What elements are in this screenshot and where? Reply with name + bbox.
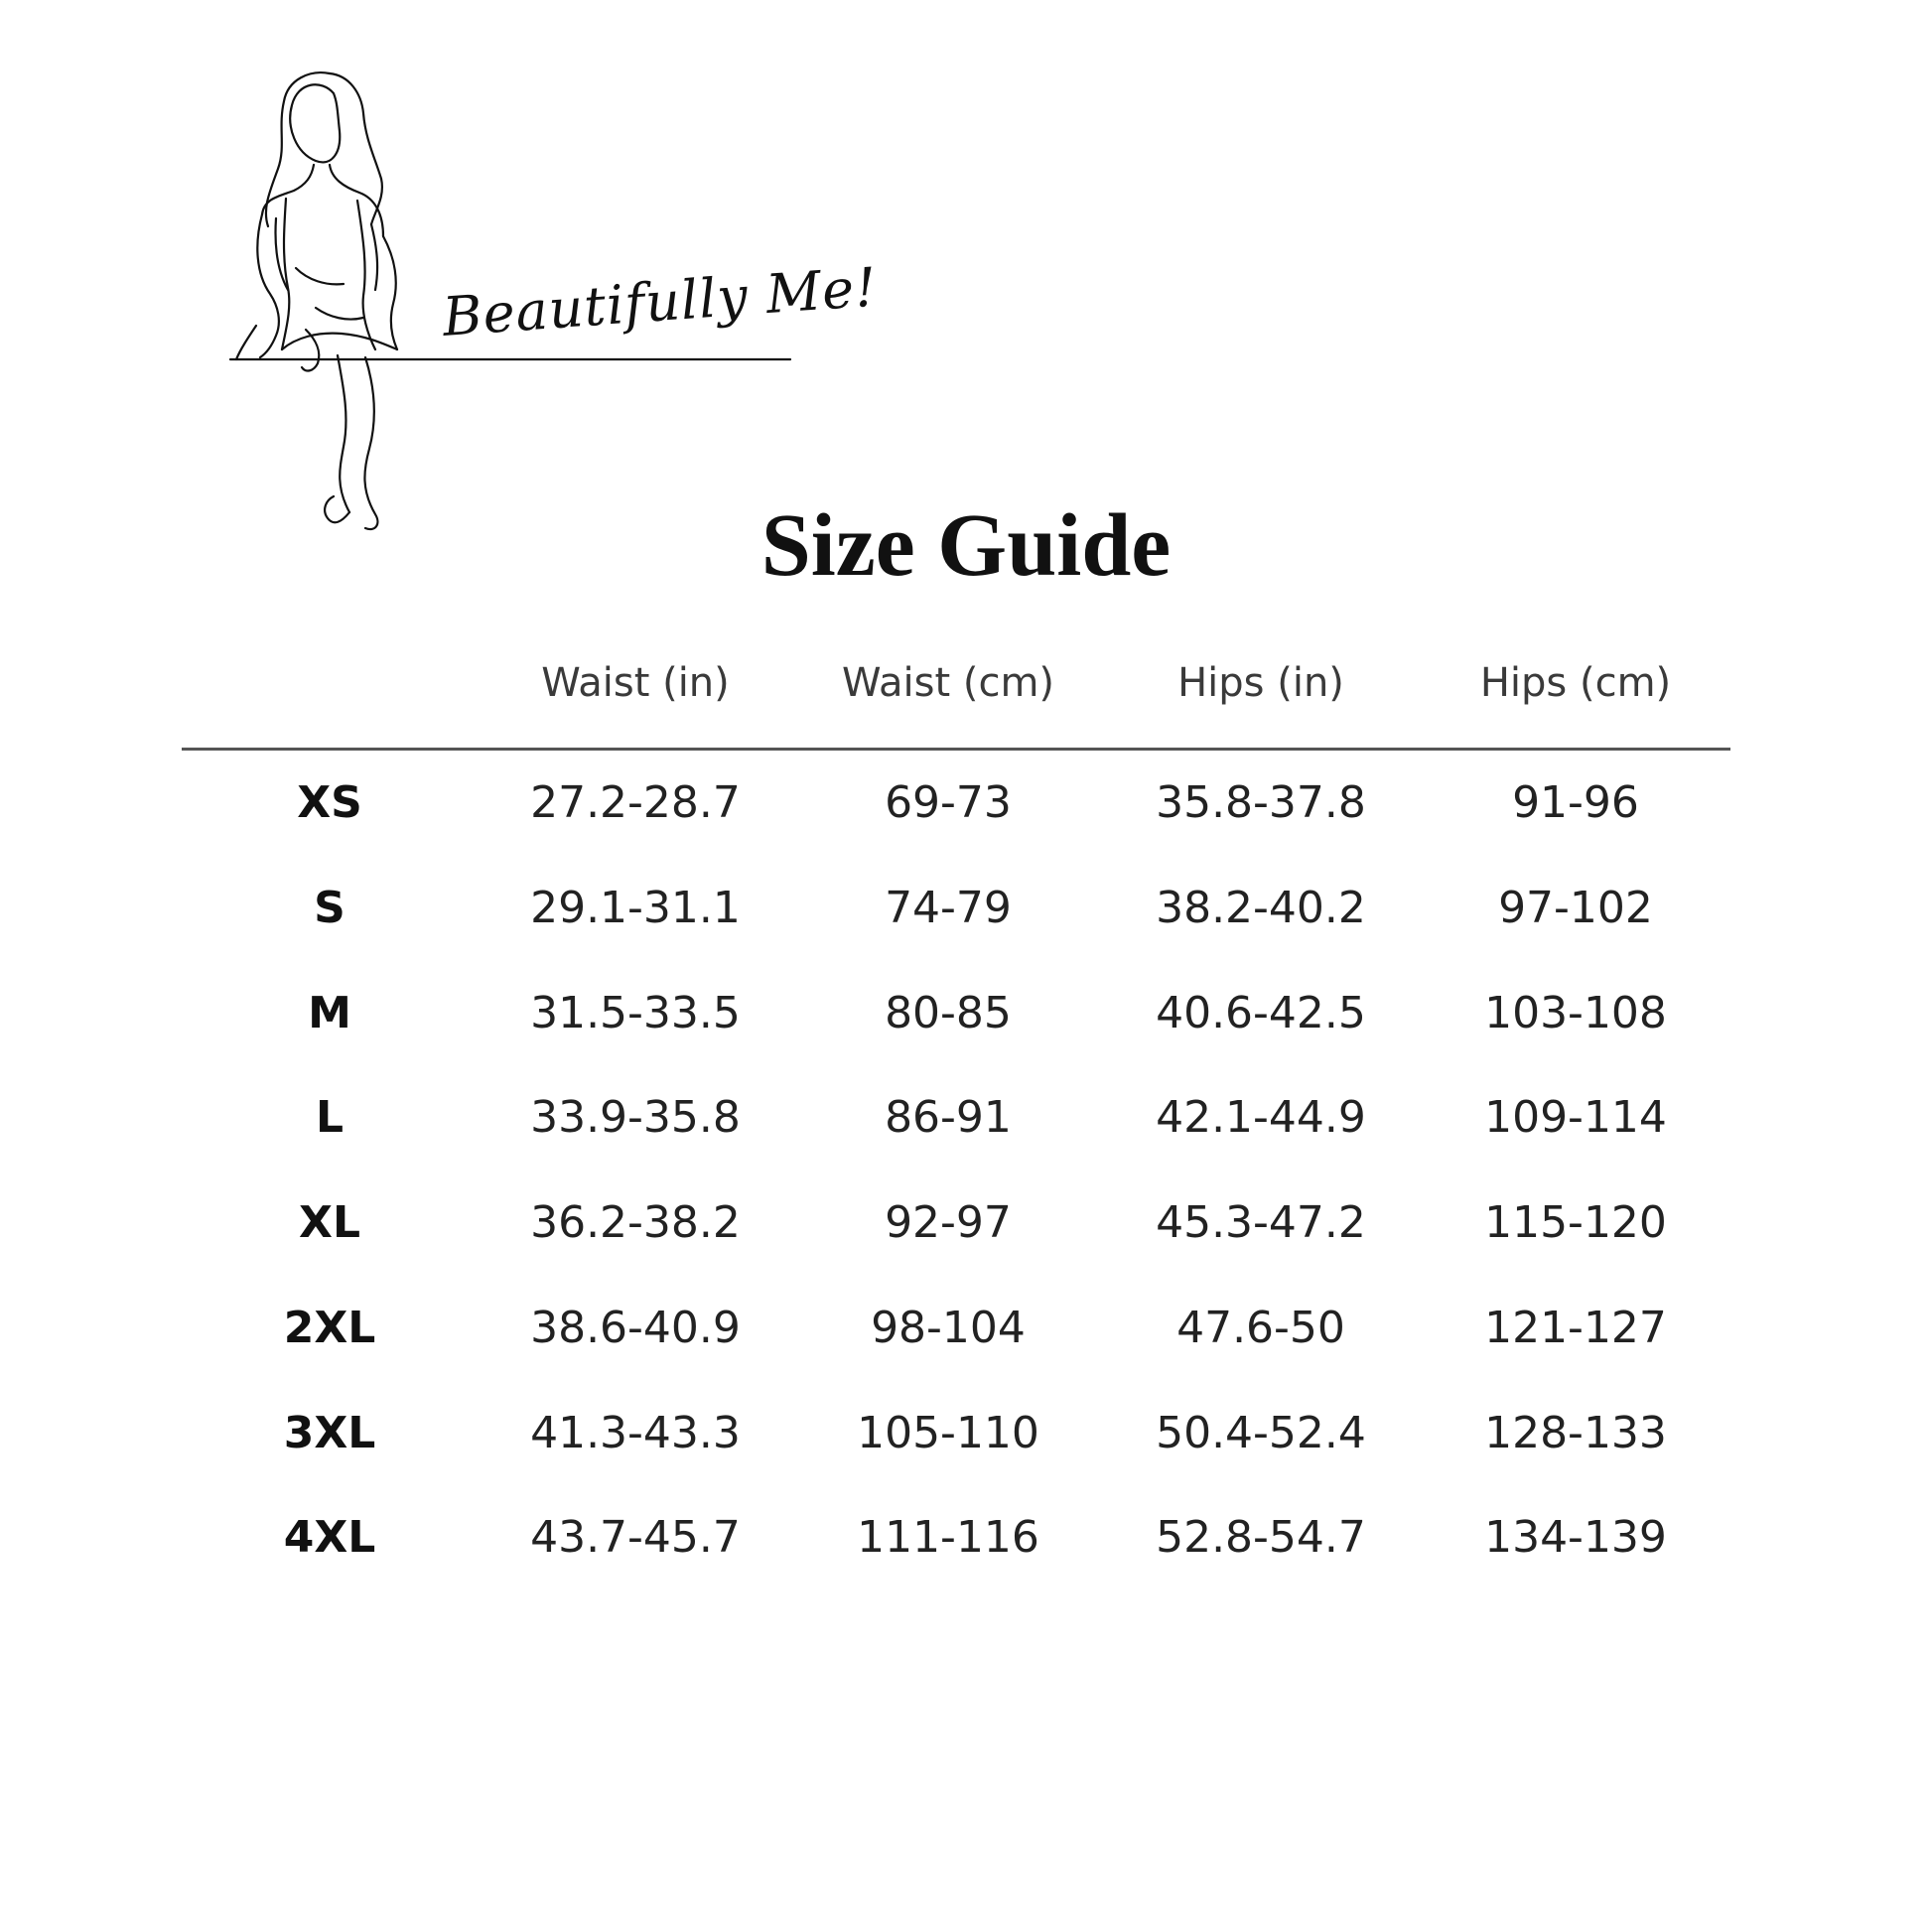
cell-hips-cm: 115-120 [1484,1197,1667,1248]
table-header [0,660,1932,720]
size-label: XS [297,777,362,828]
cell-hips-in: 45.3-47.2 [1156,1197,1366,1248]
size-label: 4XL [283,1512,376,1563]
size-label: 2XL [283,1303,376,1353]
column-header-hips-cm: Hips (cm) [1479,660,1672,706]
cell-hips-in: 50.4-52.4 [1156,1408,1366,1458]
table-row [0,883,1932,942]
cell-waist-in: 27.2-28.7 [530,777,741,828]
header-divider [182,748,1730,751]
column-header-hips-in: Hips (in) [1177,660,1344,706]
table-row [0,988,1932,1047]
brand-logo [226,69,880,536]
cell-waist-cm: 111-116 [857,1512,1039,1563]
cell-waist-in: 29.1-31.1 [530,883,741,933]
cell-hips-in: 38.2-40.2 [1156,883,1366,933]
column-header-waist-in: Waist (in) [541,660,730,706]
cell-hips-cm: 109-114 [1484,1092,1667,1143]
cell-waist-cm: 69-73 [885,777,1012,828]
cell-waist-cm: 86-91 [885,1092,1012,1143]
cell-hips-cm: 91-96 [1512,777,1639,828]
cell-waist-cm: 80-85 [885,988,1012,1038]
cell-hips-cm: 103-108 [1484,988,1667,1038]
size-label: M [308,988,351,1038]
table-row [0,1197,1932,1257]
column-header-waist-cm: Waist (cm) [841,660,1055,706]
size-label: 3XL [283,1408,376,1458]
cell-waist-in: 31.5-33.5 [530,988,741,1038]
size-label: XL [299,1197,360,1248]
table-row [0,1092,1932,1152]
table-row [0,1303,1932,1362]
cell-hips-cm: 121-127 [1484,1303,1667,1353]
size-label: L [315,1092,345,1143]
cell-hips-in: 52.8-54.7 [1156,1512,1366,1563]
cell-waist-in: 33.9-35.8 [530,1092,741,1143]
cell-waist-in: 36.2-38.2 [530,1197,741,1248]
cell-hips-in: 35.8-37.8 [1156,777,1366,828]
page-title [0,496,1932,595]
brand-name: Beautifully Me! [440,255,880,348]
table-row [0,1408,1932,1467]
cell-hips-cm: 97-102 [1498,883,1653,933]
table-row [0,1512,1932,1572]
cell-hips-cm: 128-133 [1484,1408,1667,1458]
page-title-text: Size Guide [760,496,1172,595]
cell-waist-cm: 92-97 [885,1197,1012,1248]
cell-waist-in: 41.3-43.3 [530,1408,741,1458]
cell-waist-in: 43.7-45.7 [530,1512,741,1563]
cell-waist-cm: 105-110 [857,1408,1039,1458]
cell-hips-in: 40.6-42.5 [1156,988,1366,1038]
cell-hips-in: 42.1-44.9 [1156,1092,1366,1143]
size-label: S [314,883,345,933]
cell-waist-cm: 98-104 [871,1303,1026,1353]
cell-waist-in: 38.6-40.9 [530,1303,741,1353]
cell-hips-cm: 134-139 [1484,1512,1667,1563]
table-row [0,777,1932,837]
cell-waist-cm: 74-79 [885,883,1012,933]
cell-hips-in: 47.6-50 [1176,1303,1345,1353]
